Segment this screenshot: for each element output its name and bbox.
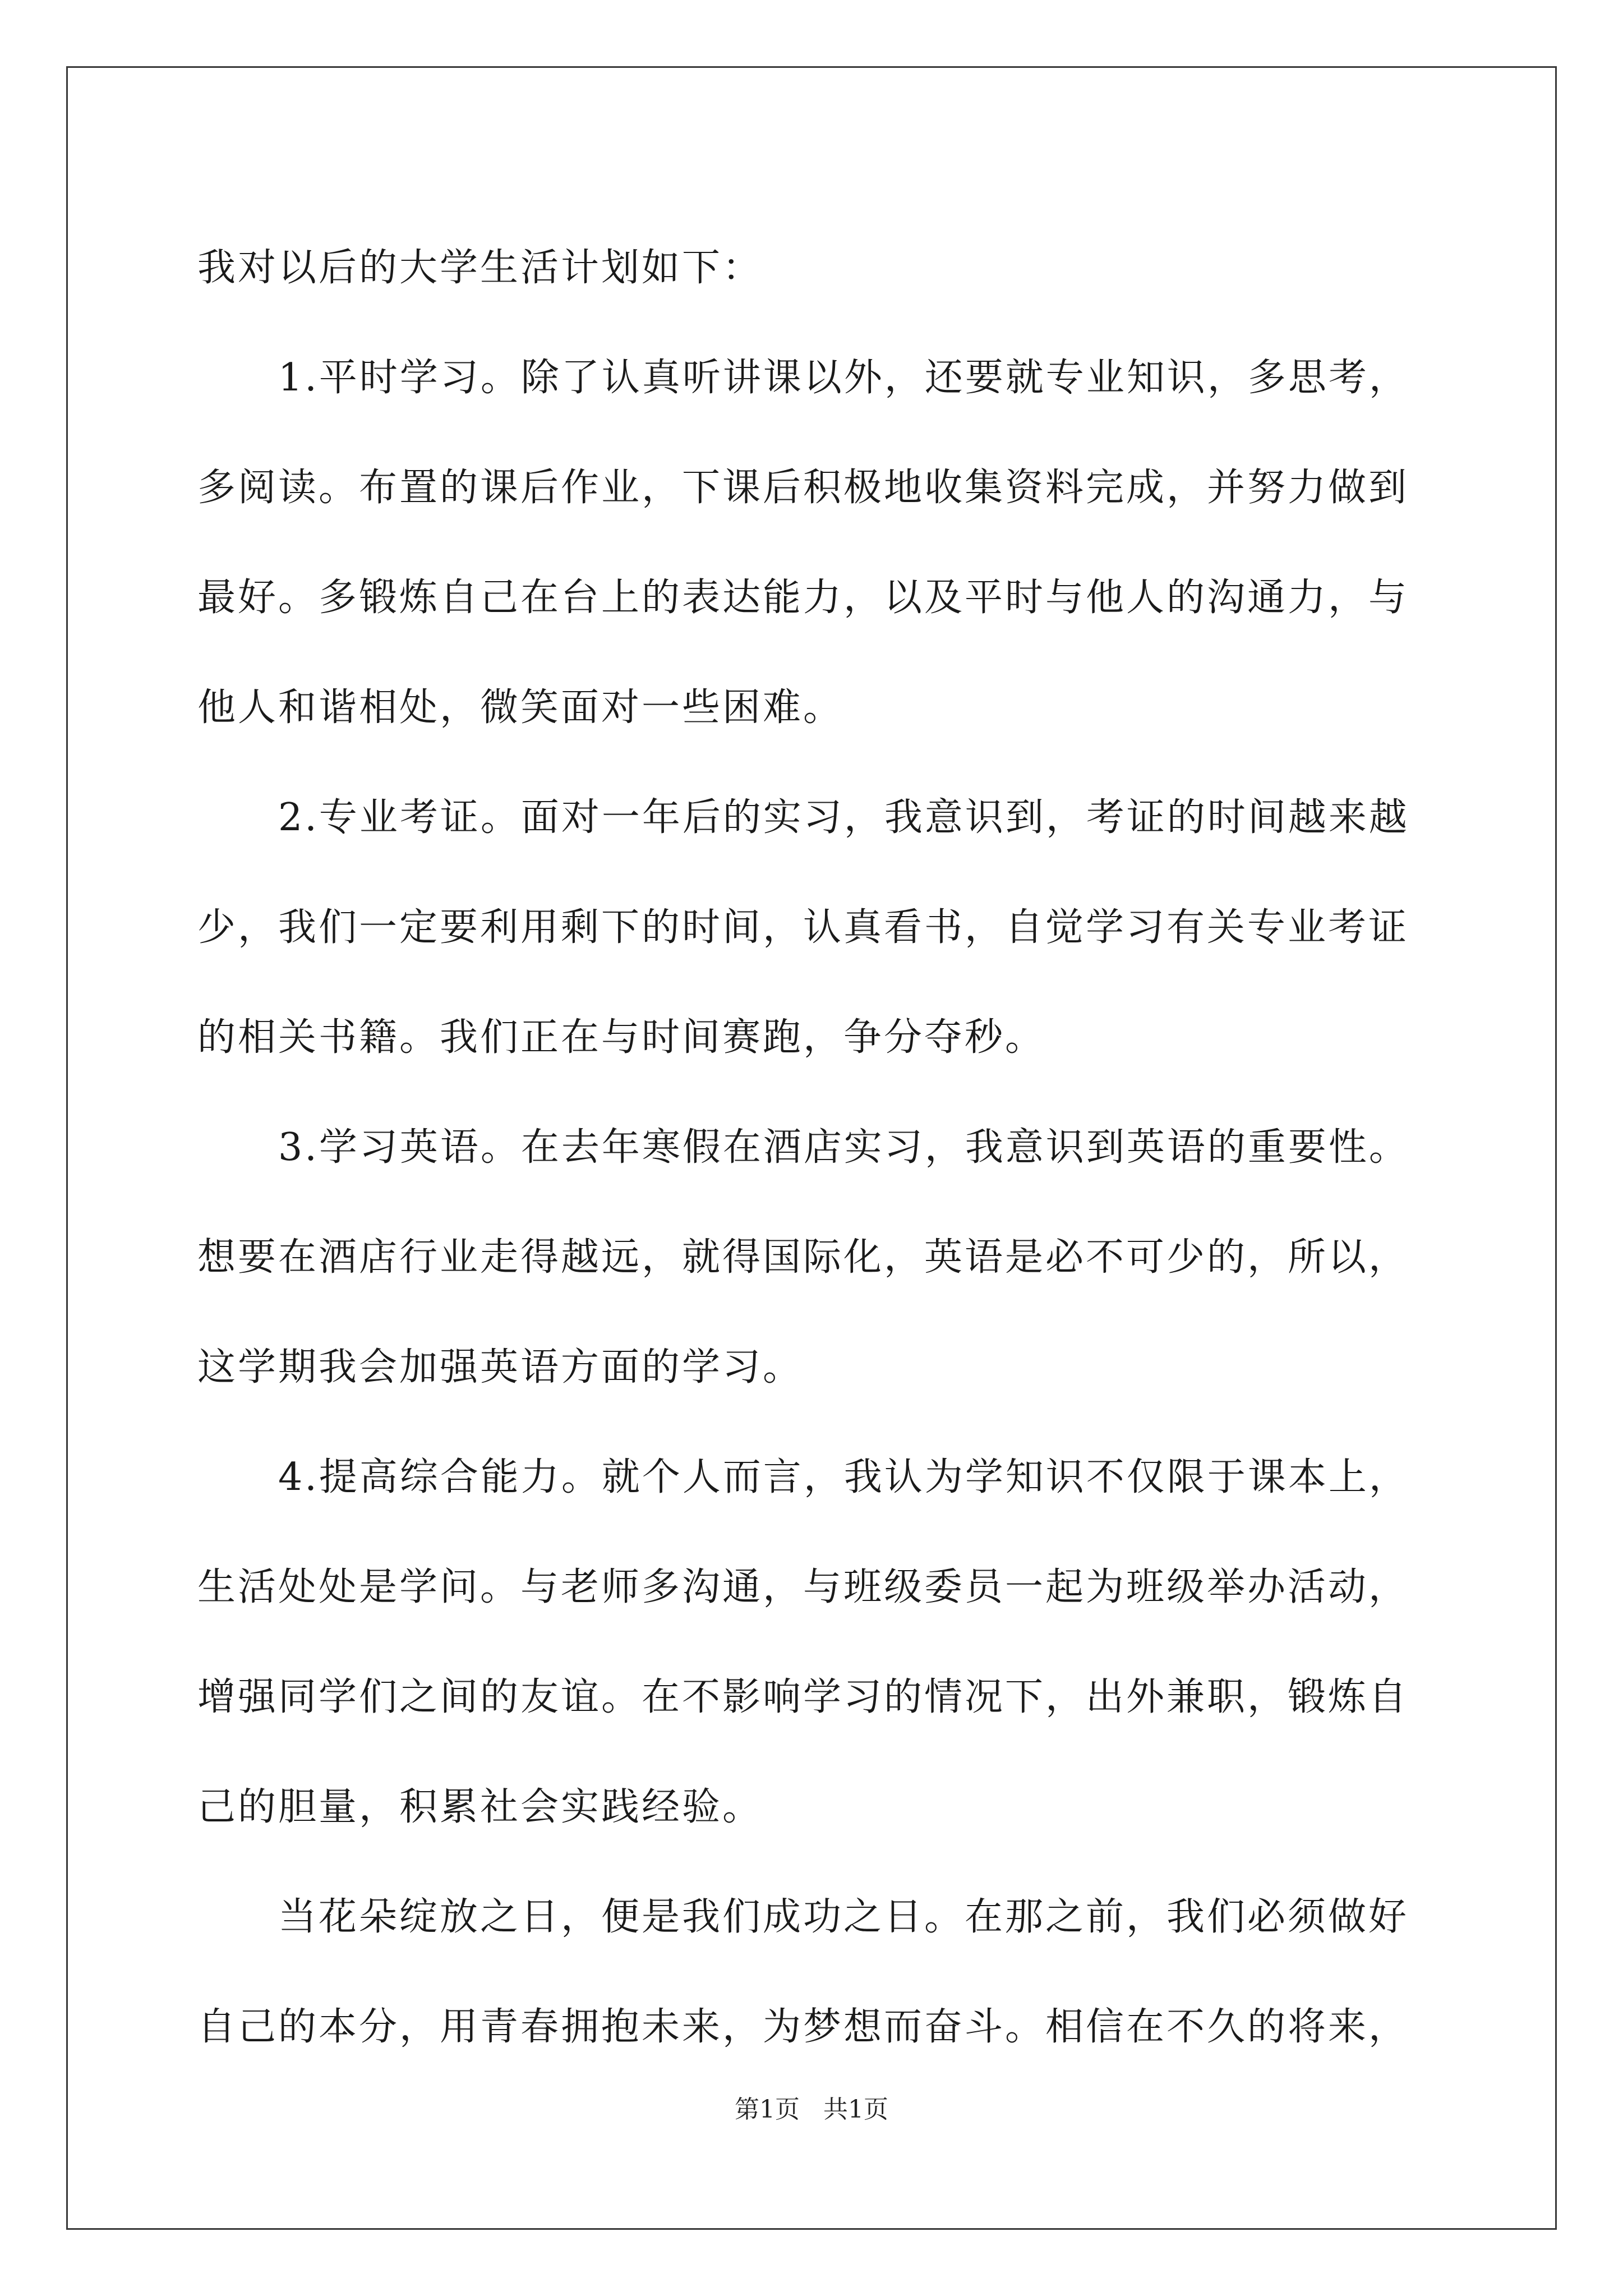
document-body	[197, 213, 1420, 2082]
paragraph-english: 3.学习英语。在去年寒假在酒店实习，我意识到英语的重要性。想要在酒店行业走得越远，就得国际化，英语是必不可少的，所以，这学期我会加强英语方面的学习。	[197, 1125, 1409, 1389]
intro-paragraph: 我对以后的大学生活计划如下：	[197, 246, 763, 290]
paragraph-closing: 当花朵绽放之日，便是我们成功之日。在那之前，我们必须做好自己的本分，用青春拥抱未来，为梦想而奋斗。相信在不久的将来，	[197, 1895, 1409, 2049]
page-total: 共1页	[823, 2095, 888, 2124]
paragraph-abilities: 4.提高综合能力。就个人而言，我认为学知识不仅限于课本上，生活处处是学问。与老师多沟通，与班级委员一起为班级举办活动，增强同学们之间的友谊。在不影响学习的情况下，出外兼职，锻炼自己的胆量，积累社会实践经验。	[197, 1455, 1409, 1829]
paragraph-study: 1.平时学习。除了认真听讲课以外，还要就专业知识，多思考，多阅读。布置的课后作业，下课后积极地收集资料完成，并努力做到最好。多锻炼自己在台上的表达能力，以及平时与他人的沟通力，与他人和谐相处，微笑面对一些困难。	[197, 356, 1409, 730]
page-footer	[0, 2089, 1623, 2125]
paragraph-certification: 2.专业考证。面对一年后的实习，我意识到，考证的时间越来越少，我们一定要利用剩下的时间，认真看书，自觉学习有关专业考证的相关书籍。我们正在与时间赛跑，争分夺秒。	[197, 795, 1409, 1060]
page-number: 第1页	[735, 2095, 800, 2124]
